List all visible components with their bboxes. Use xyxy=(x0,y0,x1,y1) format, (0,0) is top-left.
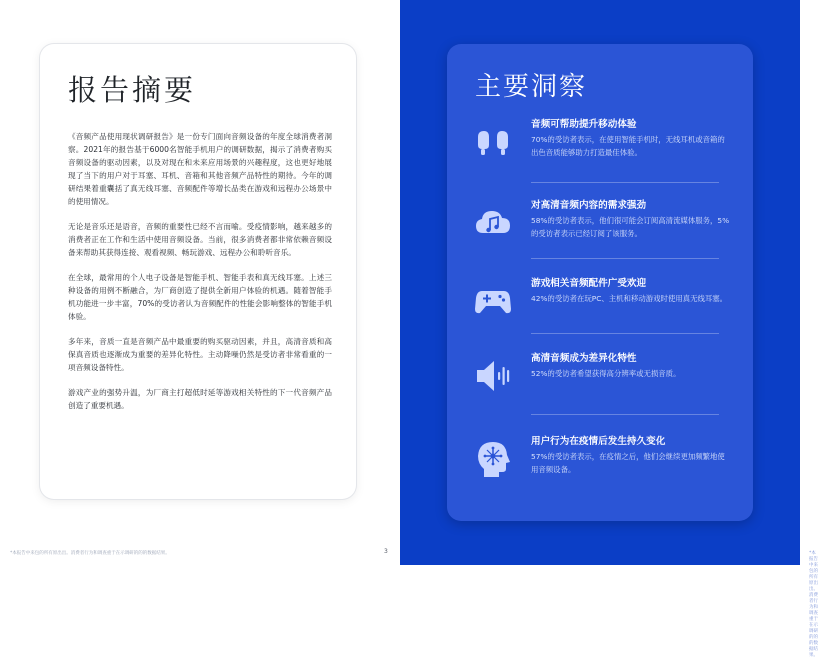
insights-title: 主要洞察 xyxy=(475,72,588,102)
summary-paragraph: 在全球，最常用的个人电子设备是智能手机、智能手表和真无线耳塞。上述三种设备的用例不断融合，为厂商创造了提供全新用户体验的机遇。随着智能手机功能进一步丰富，70%的受访者认为音频配件的性能会影响整体的智能手机体验。 xyxy=(68,273,332,321)
insight-text: 42%的受访者在玩PC、主机和移动游戏时使用真无线耳塞。 xyxy=(531,294,728,303)
insight-text: 70%的受访者表示，在使用智能手机时，无线耳机或音箱的出色音质能够助力打造最佳体验。 xyxy=(531,135,725,157)
speaker-icon xyxy=(473,356,513,396)
divider xyxy=(531,333,719,334)
insight-text: 57%的受访者表示，在疫情之后，他们会继续更加频繁地使用音频设备。 xyxy=(531,452,725,474)
insight-heading: 音频可帮助提升移动体验 xyxy=(531,119,637,130)
head-network-icon xyxy=(473,439,513,479)
insight-text: 52%的受访者希望获得高分辨率或无损音质。 xyxy=(531,369,681,378)
insight-heading: 对高清音频内容的需求强劲 xyxy=(531,200,647,211)
summary-paragraph: 多年来，音质一直是音频产品中最重要的购买驱动因素，并且，高清音质和高保真音质也逐渐成为重要的差异化特性。主动降噪仍然是受访者非常看重的一项音频设备特性。 xyxy=(68,337,332,372)
insight-heading: 用户行为在疫情后发生持久变化 xyxy=(531,436,666,447)
gamepad-icon xyxy=(473,281,513,321)
summary-paragraph: 《音频产品使用现状调研报告》是一份专门面向音频设备的年度全球消费者洞察。2021年的报告基于6000名智能手机用户的调研数据，揭示了消费者购买音频设备的驱动因素，以及对现在和未来应用场景的兴趣程度，这也更好地展现了当下的用户对于耳塞、耳机、音箱和其他音频产品特性的期待。今年的调研结果着重囊括了真无线耳塞、音频配件等增长品类在游戏和远程办公场景中的使用情况。 xyxy=(68,132,332,206)
insight-heading: 高清音频成为差异化特性 xyxy=(531,353,637,364)
summary-body xyxy=(68,130,332,424)
divider xyxy=(531,258,719,259)
summary-paragraph: 游戏产业的强势升温，为厂商主打超低时延等游戏相关特性的下一代音频产品创造了重要机遇。 xyxy=(68,388,332,410)
earbuds-icon xyxy=(473,122,513,162)
insight-heading: 游戏相关音频配件广受欢迎 xyxy=(531,278,647,289)
right-footnote: *本报告中来包的所有原出出。消费者行为和调查重于在示调研的的的数据结果。 xyxy=(809,551,818,658)
insights-card xyxy=(447,44,753,521)
cloud-music-icon xyxy=(473,203,513,243)
summary-paragraph: 无论是音乐还是语音，音频的重要性已经不言而喻。受疫情影响，越来越多的消费者正在工作和生活中使用音频设备。当前，很多消费者都非常依赖音频设备来帮助其获得连接、观看视频、畅玩游戏、远程办公和聆听音乐。 xyxy=(68,222,332,257)
left-page xyxy=(0,0,400,565)
left-footnote: *本报告中来包的所有原出出。消费者行为和调查重于在示调研的的的数据结果。 xyxy=(10,551,170,556)
summary-card xyxy=(40,44,356,499)
divider xyxy=(531,414,719,415)
insight-text: 58%的受访者表示，他们很可能会订阅高清流媒体服务，5%的受访者表示已经订阅了该服务。 xyxy=(531,216,730,238)
summary-title: 报告摘要 xyxy=(68,73,197,107)
page-number: 3 xyxy=(384,548,388,555)
divider xyxy=(531,182,719,183)
